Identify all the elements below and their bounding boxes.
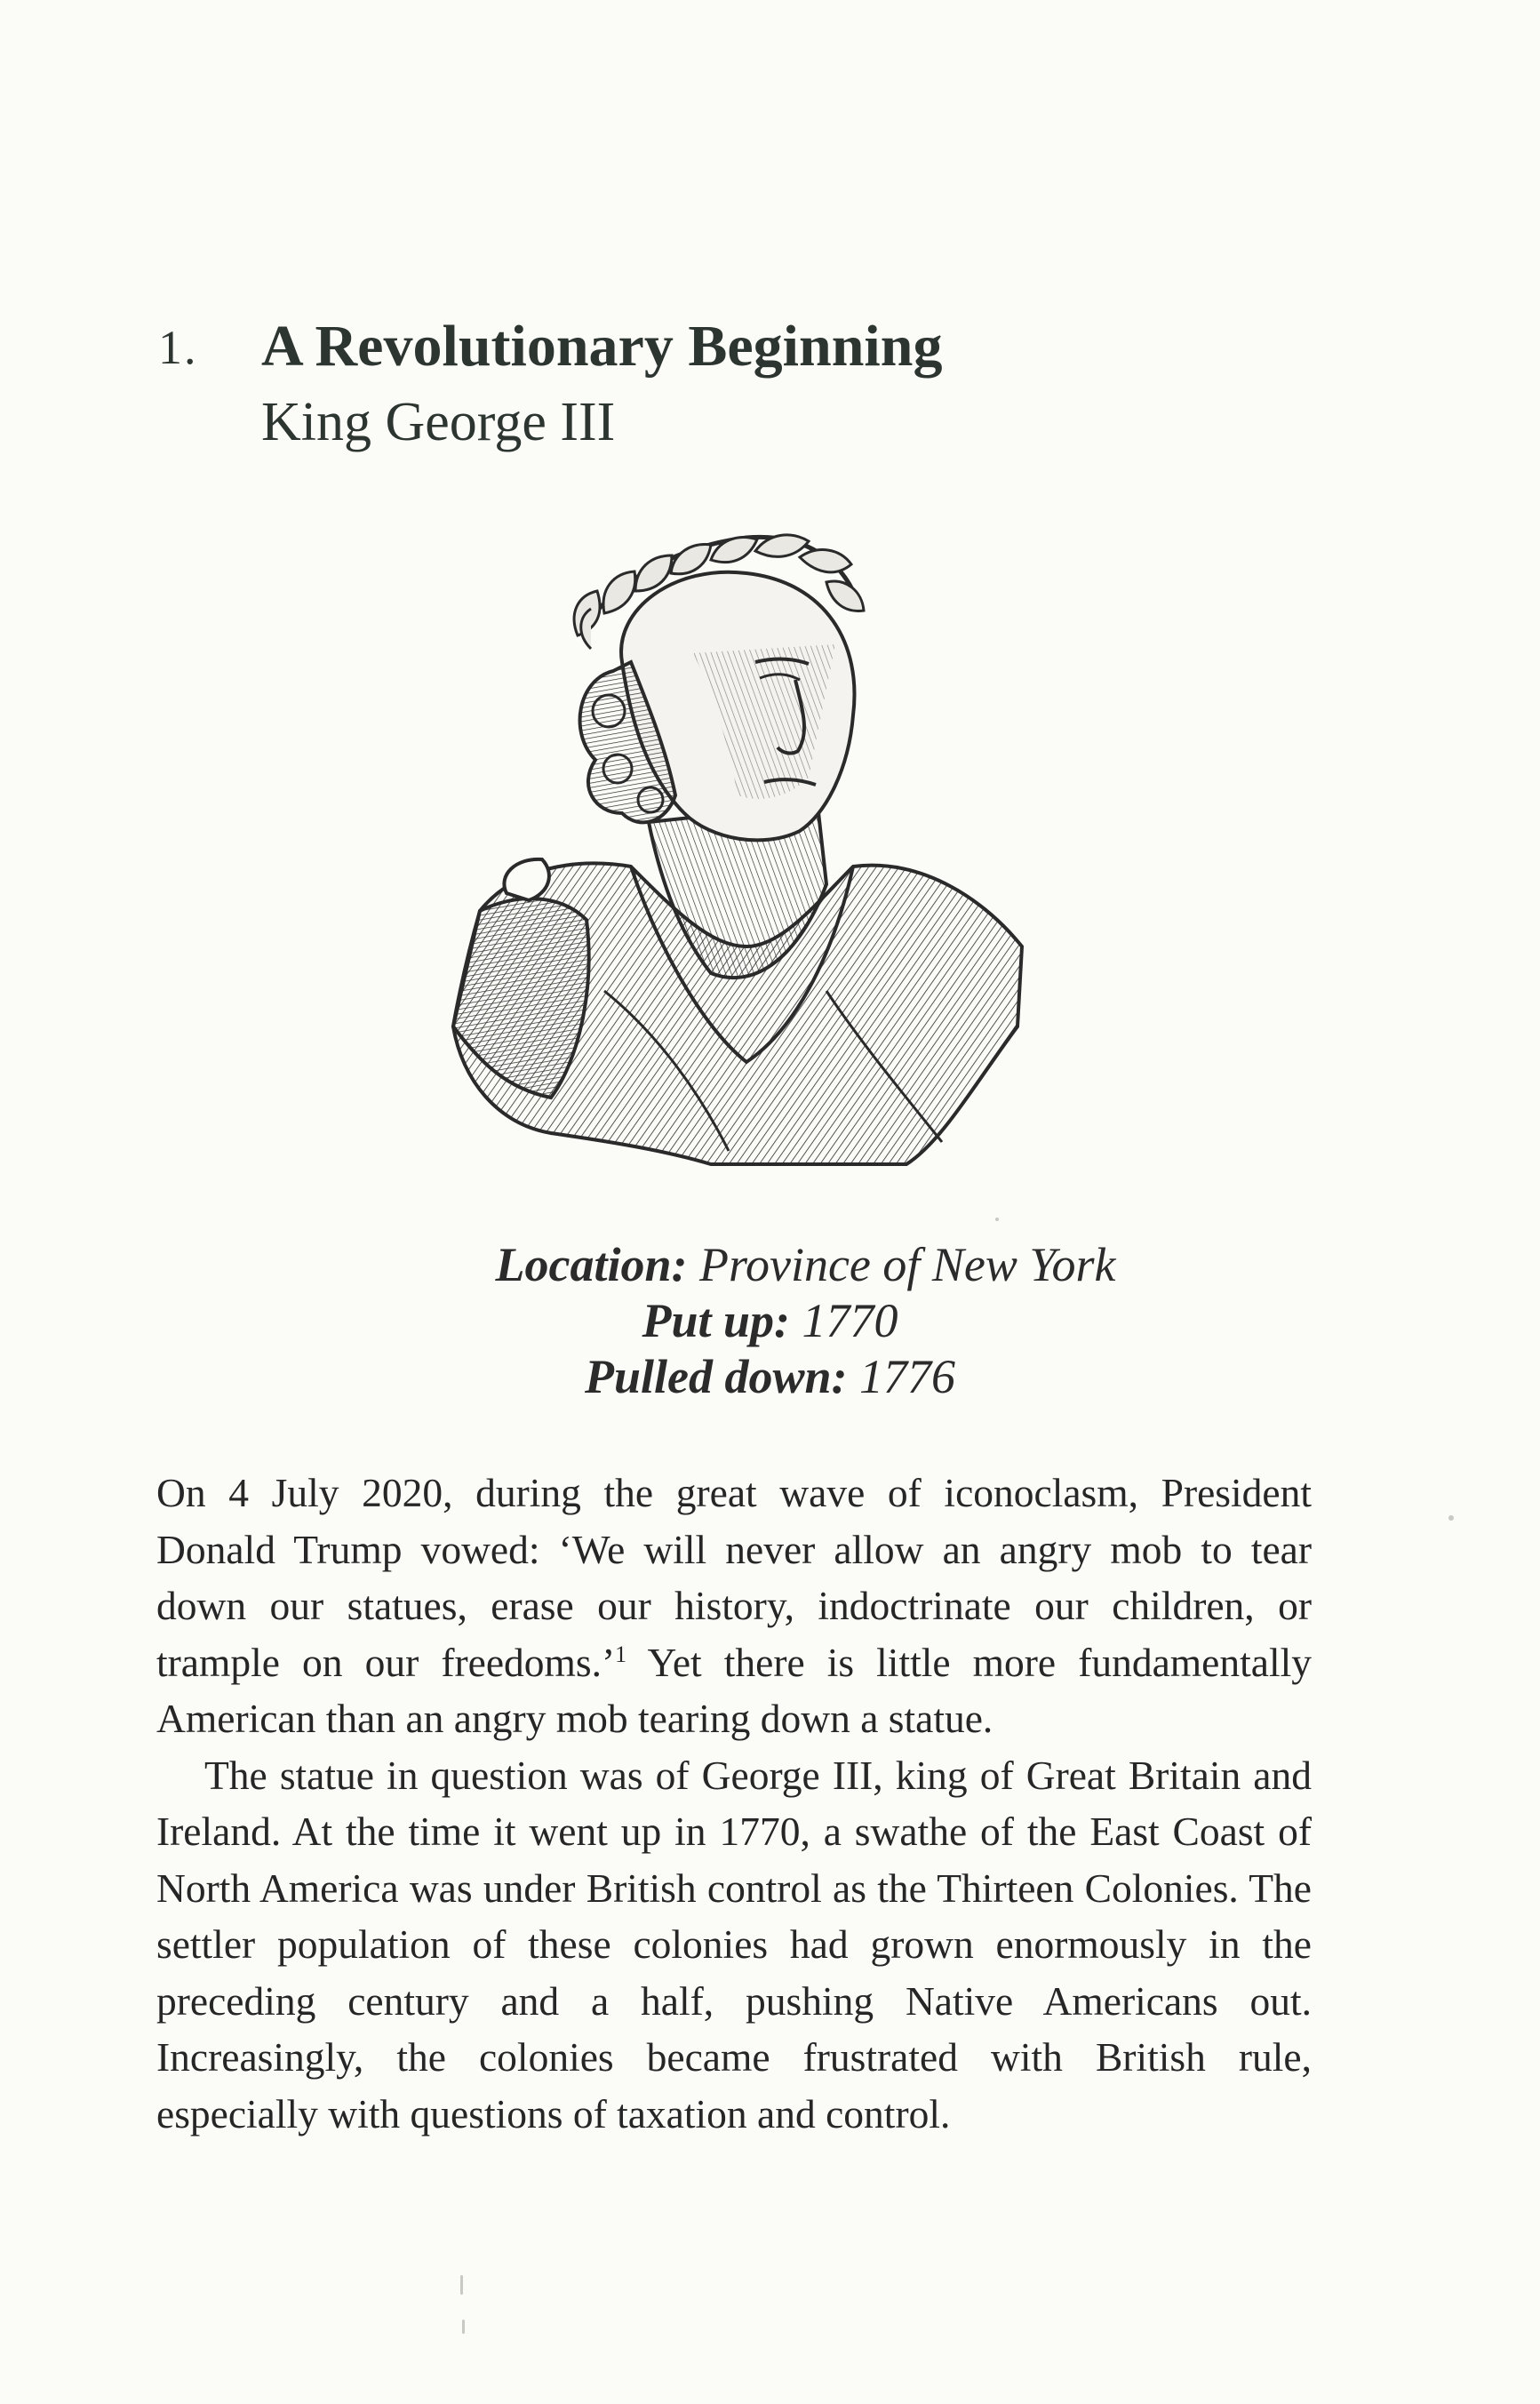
pulled-down-line — [267, 1349, 1273, 1404]
chapter-subtitle: King George III — [261, 392, 616, 452]
location-value: Province of New York — [699, 1238, 1116, 1291]
location-line — [267, 1237, 1273, 1292]
paragraph-1-text-continued: Yet there is little more fundamentally American than an angry mob tearing down a statue. — [156, 1639, 1312, 1741]
pulled-down-value: 1776 — [859, 1350, 956, 1403]
paragraph-1 — [156, 1465, 1312, 1747]
put-up-line — [267, 1293, 1273, 1348]
chapter-number: 1. — [158, 321, 198, 374]
paragraph-2: The statue in question was of George III, king of Great Britain and Ireland. At the time it went up in 1770, a swathe of the East Coast of North America was under British control as the Thirteen Colonies. The settler population of these colonies had grown enormously in the preceding century and a half, pushing Native Americans out. Increasingly, the colonies became frustrated with British rule, especially with questions of taxation and control. — [156, 1752, 1312, 2136]
body-text — [156, 1465, 1312, 2142]
put-up-label: Put up: — [642, 1294, 791, 1347]
put-up-value: 1770 — [802, 1294, 898, 1347]
footnote-marker: 1 — [615, 1641, 627, 1667]
laurel-bust-icon — [444, 529, 1031, 1169]
location-label: Location: — [495, 1238, 688, 1291]
paragraph-1-text: On 4 July 2020, during the great wave of iconoclasm, President Donald Trump vowed: ‘We will never allow an angry mob to tear down our statues, erase our history, indoctrinate our children, or trample on our freedoms.’ — [156, 1470, 1312, 1685]
pulled-down-label: Pulled down: — [584, 1350, 848, 1403]
chapter-title: A Revolutionary Beginning — [261, 314, 943, 379]
